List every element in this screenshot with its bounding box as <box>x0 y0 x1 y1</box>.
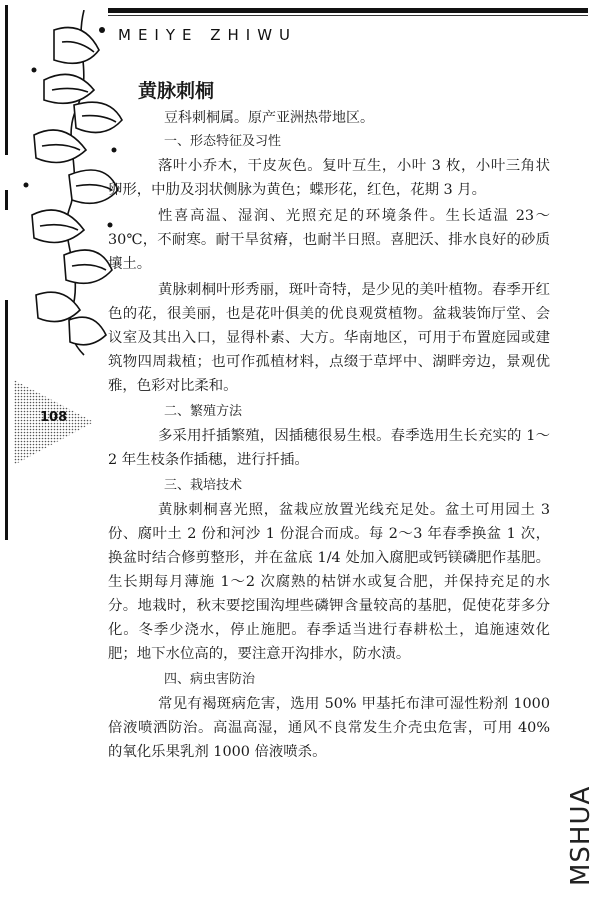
paragraph: 落叶小乔木，干皮灰色。复叶互生，小叶 3 枚，小叶三角状卵形，中肋及羽状侧脉为黄色；蝶形花，红色，花期 3 月。 <box>108 158 550 198</box>
paragraph: 多采用扦插繁殖，因插穗很易生根。春季选用生长充实的 1～2 年生枝条作插穗，进行扦插。 <box>108 428 550 468</box>
section-heading: 一、形态特征及习性 <box>164 134 282 149</box>
section-heading: 三、栽培技术 <box>164 478 243 493</box>
header-rule-thin <box>108 15 588 16</box>
section-heading: 二、繁殖方法 <box>164 404 243 419</box>
section-heading: 四、病虫害防治 <box>164 672 256 687</box>
watermark: MSHUA <box>566 785 596 886</box>
article <box>108 76 550 766</box>
article-origin: 豆科刺桐属。原产亚洲热带地区。 <box>164 110 374 126</box>
paragraph: 常见有褐斑病危害，选用 50% 甲基托布津可湿性粉剂 1000 倍液喷洒防治。高温高湿，通风不良常发生介壳虫危害，可用 40% 的氧化乐果乳剂 1000 倍液喷杀。 <box>108 696 550 760</box>
left-margin-bar <box>5 5 8 155</box>
header-rule-thick <box>108 8 588 13</box>
page-number: 108 <box>40 410 68 425</box>
left-margin-bar <box>5 190 8 210</box>
paragraph: 性喜高温、湿润、光照充足的环境条件。生长适温 23～30℃，不耐寒。耐干旱贫瘠，也耐半日照。喜肥沃、排水良好的砂质壤土。 <box>108 208 550 272</box>
paragraph: 黄脉刺桐喜光照，盆栽应放置光线充足处。盆土可用园土 3 份、腐叶土 2 份和河沙 1 份混合而成。每 2～3 年春季换盆 1 次，换盆时结合修剪整形，并在盆底 1/4 处加入腐肥或钙镁磷肥作基肥。生长期每月薄施 1～2 次腐熟的枯饼水或复合肥，并保持充足的水分。地栽时，秋末要挖围沟埋些磷钾含量较高的基肥，促使花芽多分化。冬季少浇水，停止施肥。春季适当进行春耕松土，追施速效化肥；地下水位高的，要注意开沟排水，防水渍。 <box>108 502 550 662</box>
paragraph: 黄脉刺桐叶形秀丽，斑叶奇特，是少见的美叶植物。春季开红色的花，很美丽，也是花叶俱美的优良观赏植物。盆栽装饰厅堂、会议室及其出入口，显得朴素、大方。华南地区，可用于布置庭园或建筑物四周栽植；也可作孤植材料，点缀于草坪中、湖畔旁边，景观优雅，色彩对比柔和。 <box>108 282 550 394</box>
left-margin-bar <box>5 300 8 540</box>
running-head: MEIYE ZHIWU <box>118 26 298 44</box>
article-title: 黄脉刺桐 <box>138 80 215 102</box>
